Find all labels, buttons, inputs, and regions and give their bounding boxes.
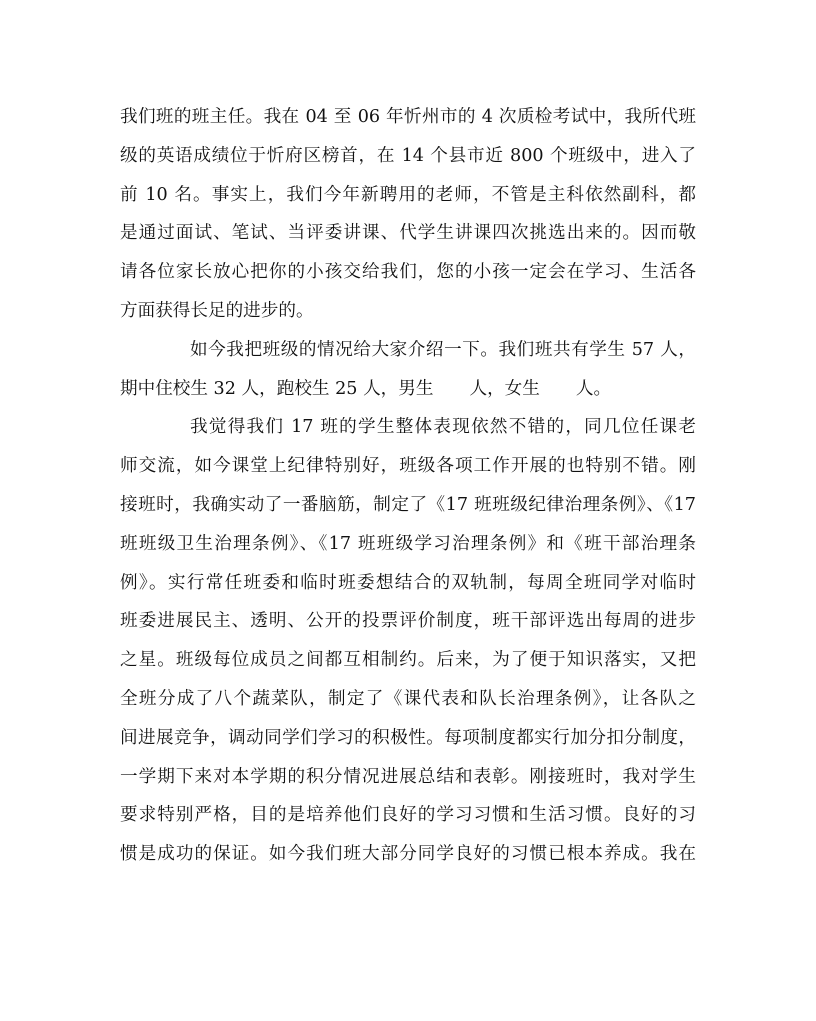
text-line: 级的英语成绩位于忻府区榜首，在 14 个县市近 800 个班级中，进入了 [120,145,696,166]
paragraph-teachers [120,98,696,331]
text-line: 方面获得长足的进步的。 [120,300,314,321]
text-line: 前 10 名。事实上，我们今年新聘用的老师，不管是主科依然副科，都 [120,184,696,205]
text-line: 我觉得我们 17 班的学生整体表现依然不错的，同几位任课老 [190,417,696,438]
text-line: 如今我把班级的情况给大家介绍一下。我们班共有学生 57 人， [190,339,696,360]
paragraph-class-management [120,408,696,874]
text-line: 例》。实行常任班委和临时班委想结合的双轨制，每周全班同学对临时 [120,572,696,593]
text-segment: 人。 [575,378,612,399]
text-line: 要求特别严格，目的是培养他们良好的学习习惯和生活习惯。良好的习 [120,805,696,826]
text-line: 班班级卫生治理条例》、《17 班班级学习治理条例》和《班干部治理条 [120,533,696,554]
text-line: 间进展竞争，调动同学们学习的积极性。每项制度都实行加分扣分制度， [120,727,696,748]
text-segment: 期中住校生 32 人，跑校生 25 人，男生 [120,378,434,399]
text-line: 请各位家长放心把你的小孩交给我们，您的小孩一定会在学习、生活各 [120,262,696,283]
document-body [120,98,696,874]
text-segment: 人，女生 [469,378,540,399]
paragraph-class-info [120,331,696,409]
text-line-with-blanks [120,370,696,409]
text-line: 班委进展民主、透明、公开的投票评价制度，班干部评选出每周的进步 [120,611,696,632]
text-line: 接班时，我确实动了一番脑筋，制定了《17 班班级纪律治理条例》、《17 [120,494,696,515]
text-line: 全班分成了八个蔬菜队，制定了《课代表和队长治理条例》，让各队之 [120,688,696,709]
text-line: 是通过面试、笔试、当评委讲课、代学生讲课四次挑选出来的。因而敬 [120,223,696,244]
text-line: 我们班的班主任。我在 04 至 06 年忻州市的 4 次质检考试中，我所代班 [120,107,696,127]
text-line: 一学期下来对本学期的积分情况进展总结和表彰。刚接班时，我对学生 [120,766,696,787]
text-line: 惯是成功的保证。如今我们班大部分同学良好的习惯已根本养成。我在 [120,844,696,865]
text-line: 师交流，如今课堂上纪律特别好，班级各项工作开展的也特别不错。刚 [120,456,696,477]
text-line: 之星。班级每位成员之间都互相制约。后来，为了便于知识落实，又把 [120,650,696,671]
